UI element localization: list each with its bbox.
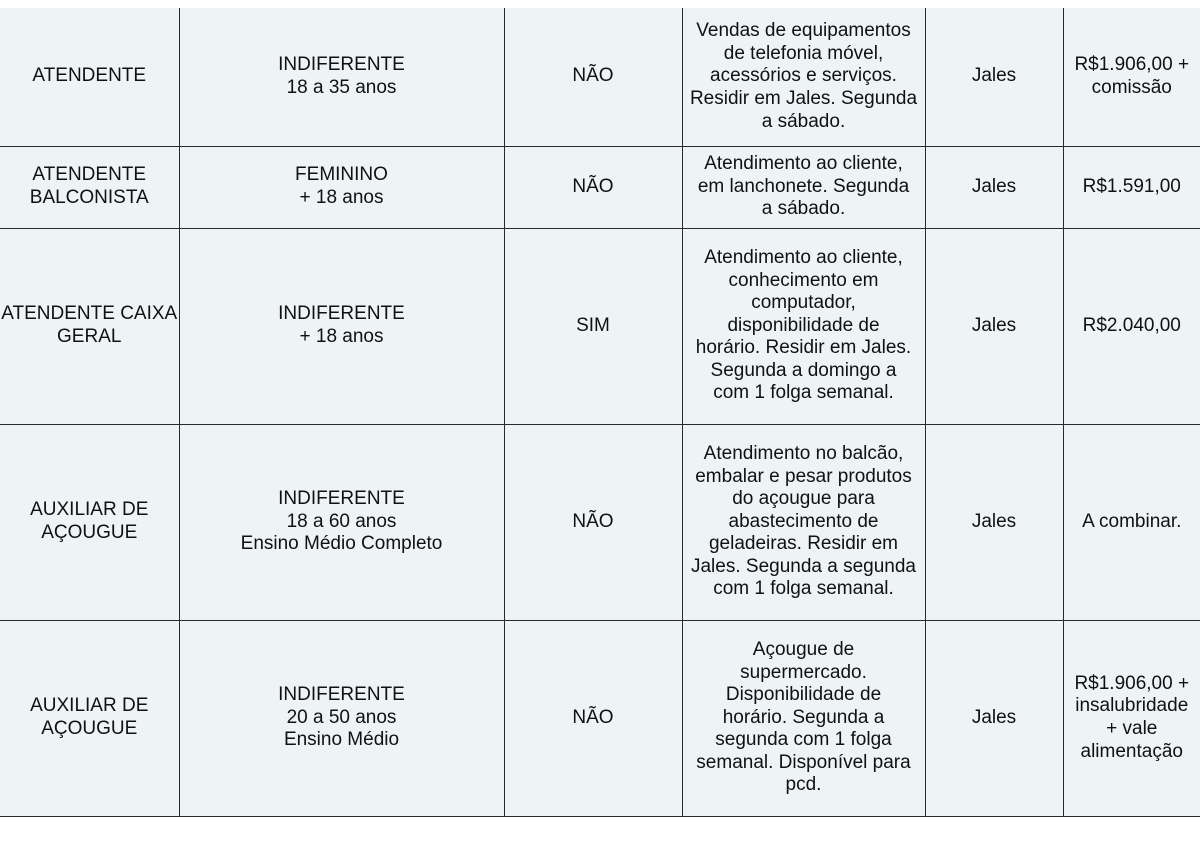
cargo-cell (0, 228, 179, 424)
salario-cell-line: R$1.906,00 + (1074, 54, 1190, 76)
cargo-cell-line: AÇOUGUE (41, 718, 138, 739)
table-row (0, 424, 1200, 620)
perfil-cell-line: INDIFERENTE (278, 303, 405, 325)
descricao-cell (682, 620, 925, 816)
descricao-cell (682, 146, 925, 228)
cidade-cell: Jales (925, 424, 1063, 620)
descricao-cell-line: supermercado. (740, 661, 867, 683)
perfil-cell-line: + 18 anos (299, 187, 384, 208)
salario-cell-line: R$1.591,00 (1082, 175, 1181, 197)
cargo-cell-line: ATENDENTE (32, 164, 147, 186)
descricao-cell-line: Atendimento ao cliente, (704, 246, 903, 268)
descricao-cell (682, 424, 925, 620)
perfil-cell-line: INDIFERENTE (278, 684, 405, 706)
descricao-cell-line: a sábado. (761, 198, 846, 220)
cargo-cell-line: ATENDENTE CAIXA (1, 303, 178, 325)
perfil-cell-line: 18 a 60 anos (286, 510, 397, 532)
descricao-cell-line: computador, (751, 292, 856, 314)
cargo-cell-line: AUXILIAR DE (30, 499, 149, 521)
perfil-cell-line: FEMININO (295, 164, 388, 186)
salario-cell-line: A combinar. (1082, 510, 1182, 532)
descricao-cell-line: com 1 folga semanal. (713, 382, 894, 404)
descricao-cell (682, 8, 925, 146)
table-row (0, 146, 1200, 228)
descricao-cell-line: segunda com 1 folga (715, 729, 892, 751)
descricao-cell-line: Vendas de equipamentos (696, 20, 911, 42)
perfil-cell-line: Ensino Médio (283, 729, 400, 751)
descricao-cell-line: com 1 folga semanal. (713, 578, 894, 600)
cargo-cell-line: ATENDENTE (32, 65, 147, 87)
descricao-cell-line: Atendimento ao cliente, (704, 153, 903, 175)
pcd-cell: NÃO (504, 8, 682, 146)
cargo-cell-line: AÇOUGUE (41, 522, 138, 543)
descricao-cell-line: Açougue de (752, 638, 855, 660)
perfil-cell (179, 228, 504, 424)
salario-cell-line: R$2.040,00 (1082, 314, 1181, 336)
salario-cell-line: R$1.906,00 + (1074, 672, 1190, 694)
cargo-cell-line: AUXILIAR DE (30, 695, 149, 717)
pcd-cell: NÃO (504, 146, 682, 228)
descricao-cell-line: Atendimento no balcão, (703, 442, 904, 464)
descricao-cell-line: Residir em Jales. Segunda (689, 88, 918, 110)
pcd-cell: SIM (504, 228, 682, 424)
table-row (0, 8, 1200, 146)
cidade-cell: Jales (925, 146, 1063, 228)
descricao-cell-line: embalar e pesar produtos (695, 465, 912, 487)
salario-cell-line: insalubridade (1075, 695, 1189, 717)
descricao-cell-line: horário. Residir em Jales. (695, 337, 912, 359)
salario-cell (1063, 146, 1200, 228)
perfil-cell (179, 424, 504, 620)
descricao-cell-line: horário. Segunda a (722, 706, 885, 728)
job-listings-table (0, 8, 1200, 817)
perfil-cell (179, 146, 504, 228)
perfil-cell-line: + 18 anos (299, 326, 384, 347)
descricao-cell-line: pcd. (785, 774, 822, 796)
perfil-cell-line: 20 a 50 anos (286, 706, 397, 728)
cargo-cell (0, 620, 179, 816)
cidade-cell: Jales (925, 8, 1063, 146)
cargo-cell (0, 8, 179, 146)
descricao-cell-line: Segunda a domingo a (710, 359, 897, 381)
descricao-cell-line: disponibilidade de (727, 314, 880, 336)
descricao-cell-line: de telefonia móvel, (723, 42, 884, 64)
salario-cell-line: + vale (1106, 718, 1158, 739)
descricao-cell-line: a sábado. (761, 110, 846, 132)
descricao-cell (682, 228, 925, 424)
pcd-cell: NÃO (504, 424, 682, 620)
pcd-cell: NÃO (504, 620, 682, 816)
descricao-cell-line: semanal. Disponível para (696, 751, 911, 773)
cargo-cell-line: BALCONISTA (29, 187, 149, 208)
salario-cell-line: comissão (1091, 76, 1172, 98)
cidade-cell: Jales (925, 620, 1063, 816)
perfil-cell-line: 18 a 35 anos (286, 76, 397, 98)
salario-cell (1063, 8, 1200, 146)
table-row (0, 228, 1200, 424)
descricao-cell-line: acessórios e serviços. (710, 65, 897, 87)
perfil-cell (179, 620, 504, 816)
cidade-cell: Jales (925, 228, 1063, 424)
cargo-cell-line: GERAL (57, 326, 122, 347)
descricao-cell-line: Jales. Segunda a segunda (690, 555, 916, 577)
salario-cell (1063, 620, 1200, 816)
perfil-cell-line: INDIFERENTE (278, 488, 405, 510)
descricao-cell-line: abastecimento de (728, 510, 879, 532)
descricao-cell-line: Disponibilidade de (725, 684, 882, 706)
salario-cell (1063, 424, 1200, 620)
descricao-cell-line: do açougue para (732, 488, 875, 510)
descricao-cell-line: geladeiras. Residir em (708, 533, 899, 555)
perfil-cell (179, 8, 504, 146)
cargo-cell (0, 424, 179, 620)
salario-cell-line: alimentação (1080, 740, 1183, 762)
descricao-cell-line: em lanchonete. Segunda (697, 175, 910, 197)
cargo-cell (0, 146, 179, 228)
descricao-cell-line: conhecimento em (728, 269, 879, 291)
salario-cell (1063, 228, 1200, 424)
perfil-cell-line: INDIFERENTE (278, 54, 405, 76)
perfil-cell-line: Ensino Médio Completo (240, 533, 443, 555)
table-row (0, 620, 1200, 816)
